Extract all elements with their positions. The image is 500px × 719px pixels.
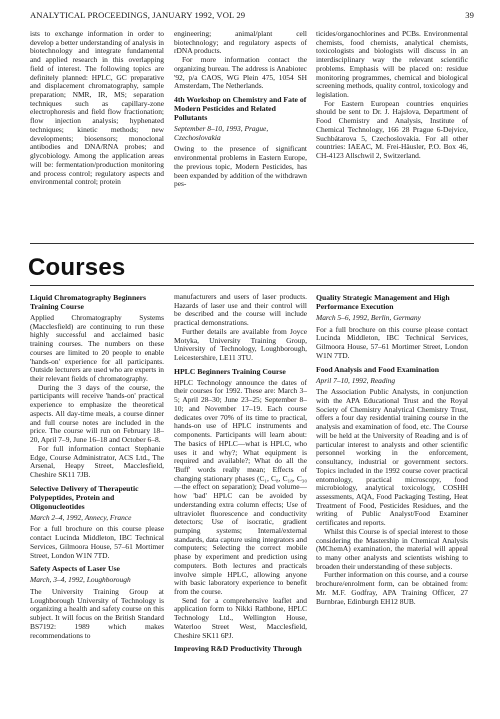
course-heading: HPLC Beginners Training Course	[174, 366, 286, 376]
top-column-3	[316, 30, 468, 161]
event-date-location: April 7–10, 1992, Reading	[316, 375, 396, 385]
paragraph: For a full brochure on this course please contact Lucinda Middleton, IBC Technical Services, Gilmoora House, 57–61 Mortimer Street, London W1N 7TD.	[316, 324, 468, 360]
section-divider	[30, 285, 474, 286]
paragraph: Further information on this course, and a course brochure/enrolment form, can be obtained from: Mr. M.F. Godfray, APA Training Officer, 27 Burnbrae, Edinburgh EH12 8UB.	[316, 570, 468, 606]
course-heading: Improving R&D Productivity Through	[174, 644, 302, 654]
top-column-1	[30, 30, 164, 187]
paragraph: Applied Chromatography Systems (Macclesfield) are continuing to run these highly successful and acclaimed basic training courses. The numbers on these courses are limited to 20 people to enable 'hands-on' experience for all participants. Outside lecturers are used who are experts in their relevant fields of chromatography.	[30, 313, 164, 384]
paragraph: Send for a comprehensive leaflet and application form to Nikki Rathbone, HPLC Technology Ltd., Wellington House, Waterloo Street West, Macclesfield, Cheshire SK11 6PJ.	[174, 595, 307, 640]
course-heading: Safety Aspects of Laser Use	[30, 564, 120, 574]
paragraph: Owing to the presence of significant environmental problems in Eastern Europe, the previous topic, Modern Pesticides, has been expanded by addition of the withdrawn pes-	[174, 144, 307, 189]
section-title: Courses	[28, 254, 126, 281]
article-heading: 4th Workshop on Chemistry and Fate of Modern Pesticides and Related Pollutants	[174, 95, 307, 123]
course-heading: Food Analysis and Food Examination	[316, 364, 440, 374]
paragraph: manufacturers and users of laser products. Hazards of laser use and their control will be described and the course will include practical demonstrations.	[174, 292, 307, 328]
courses-column-2	[174, 293, 307, 656]
event-date-location: September 8–10, 1993, Prague, Czechoslovakia	[174, 124, 269, 142]
paragraph: During the 3 days of the course, the participants will receive 'hands-on' practical experience to emphasize the theoretical aspects. All day-time meals, a course dinner and full course notes are included in the price. The course will run on February 18–20, April 7–9, June 16–18 and October 6–8.	[30, 382, 164, 445]
paragraph: For Eastern European countries enquiries should be sent to Dr. J. Hajslova, Department of Food Chemistry and Analysis, Institute of Chemical Technology, 166 28 Prague 6-Dejvice, Suchbátarova 5, Czechoslovakia. For all other countries: IAEAC, M. Frei-Häusler, P.O. Box 46, CH-4123 Allschwil 2, Switzerland.	[316, 98, 468, 161]
paragraph: engineering; animal/plant cell biotechnology; and regulatory aspects of rDNA products.	[174, 29, 307, 56]
course-heading: Quality Strategic Management and High Performance Execution	[316, 293, 450, 311]
event-date-location: March 2–4, 1992, Annecy, France	[30, 512, 132, 522]
course-heading: Selective Delivery of Therapeutic Polypeptides, Protein and Oligonucleotides	[30, 483, 139, 511]
course-heading: Liquid Chromatography Beginners Training Course	[30, 293, 147, 311]
paragraph: For full information contact Stephanie Edge, Course Administrator, ACS Ltd., The Arsenal, Heapy Street, Macclesfield, Cheshire SK11 7JB.	[30, 443, 164, 479]
courses-column-3	[316, 293, 468, 606]
courses-column-1	[30, 293, 164, 640]
paragraph: Whilst this Course is of special interest to those considering the Mastership in Chemical Analysis (MChemA) examination, the material will appeal to many other analysts and scientists wishing to broaden their understanding of these subjects.	[316, 526, 468, 571]
paragraph: The Association Public Analysts, in conjunction with the APA Educational Trust and the Royal Society of Chemistry Analytical Chemistry Trust, offers a four day residential training course in the analysis and examination of food, etc. The Course will be held at the University of Reading and is of particular interest to analysts and other scientific personnel working in the enforcement, consultancy, industrial or government sectors. Topics included in the 1992 course cover practical entomology, practical microscopy, food microbiology, analytical toxicology, COSHH assessments, AQA, Food Packaging Testing, Heat Treatment of Food, Pesticides Residues, and the writing of Public Analyst/Food Examiner certificates and reports.	[316, 387, 468, 528]
paragraph: ists to exchange information in order to develop a better understanding of analysis in biotechnology and integrate fundamental and applied research in this overlapping field of interest. The following topics are definitely planned: HPLC, GC preparative and displacement chromatography, sample preparation; NMR, IR, MS; separation techniques such as capillary-zone electrophoresis and field flow fractionation; flow injection analysis; hyphenated techniques; kinetic methods; new developments; biosensors; monoclonal antibodies and DNA/RNA probes; and glycobiology. Among the application areas will be: fermentation/production monitoring and process control; regulatory aspects and environmental control; protein	[30, 29, 164, 187]
top-column-2	[174, 30, 307, 189]
paragraph: ticides/organochlorines and PCBs. Environmental chemists, food chemists, analytical chemists, toxicologists and biologists will discuss in an interdisciplinary way the relevant scientific problems. Emphasis will be placed on: residue monitoring programmes, chemical and biological screening methods, quality control, toxicology and legislation.	[316, 29, 468, 100]
section-divider	[30, 243, 474, 244]
running-head	[30, 10, 474, 22]
paragraph: HPLC Technology announce the dates of their courses for 1992. These are: March 3–5; April 28–30; June 23–25; September 8–10; and November 17–19. Each course dedicates over 70% of its time to practical, hands-on use of HPLC instruments and components. Participants will learn about: The basics of HPLC—what is HPLC, who uses it and why?; What equipment is required and available?; What do all the 'Buff' words really mean; Effects of changing stationary phases (C₁, C₈, C₁₈, C₃₀—the effect on separation); Dead volume—how 'bad' HPLC can be avoided by understanding extra column effects; Use of ultraviolet fluorescence and conductivity detectors; Use of isocratic, gradient pumping systems; Internal/external standards, data capture using integrators and computers; Selecting the correct mobile phase by experiment and prediction using computers. Both lectures and practicals involve simple HPLC, allowing anyone with basic laboratory experience to benefit from the course.	[174, 377, 307, 596]
paragraph: For a full brochure on this course please contact Lucinda Middleton, IBC Technical Services, Gilmoora House, 57–61 Mortimer Street, London W1N 7TD.	[30, 524, 164, 560]
page-number: 39	[465, 10, 474, 20]
paragraph: Further details are available from Joyce Motyka, University Training Group, University of Technology, Loughborough, Leicestershire, LE11 3TU.	[174, 326, 307, 363]
event-date-location: March 5–6, 1992, Berlin, Germany	[316, 313, 421, 322]
journal-running-title: ANALYTICAL PROCEEDINGS, JANUARY 1992, VOL 29	[30, 10, 246, 20]
paragraph: For more information contact the organizing bureau. The address is Anabiotec '92, p/a CAOS, WG Plein 475, 1054 SH Amsterdam, The Netherlands.	[174, 55, 307, 91]
event-date-location: March, 3–4, 1992, Loughborough	[30, 575, 131, 585]
paragraph: The University Training Group at Loughborough University of Technology is organizing a health and safety course on this subject. It will focus on the British Standard BS7192: 1989 which makes recommendations to	[30, 586, 164, 640]
